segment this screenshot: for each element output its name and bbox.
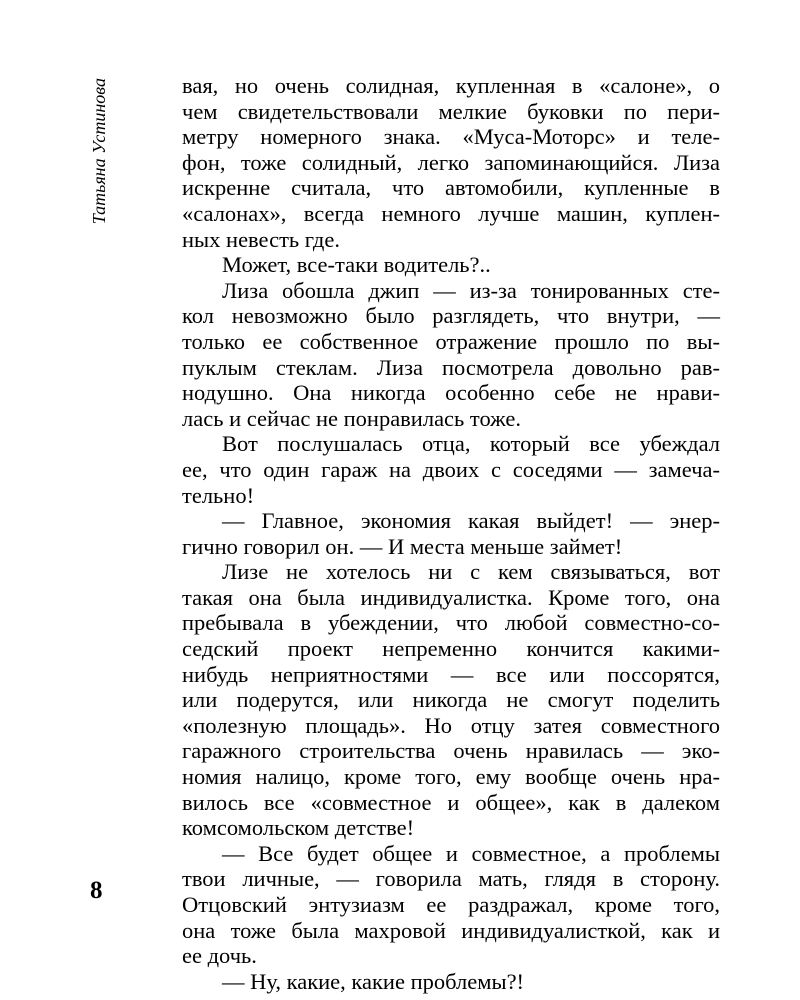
running-head-author: Татьяна Устинова [89, 78, 109, 225]
text-line: гично говорил он. — И места меньше займет! [182, 533, 623, 559]
text-line: ных невесть где. [182, 226, 340, 252]
text-line: — Главное, экономия какая выйдет! — энер- [222, 508, 720, 534]
text-line: ее дочь. [182, 943, 257, 969]
text-line: — Ну, какие, какие проблемы?! [222, 968, 525, 994]
text-line: комсомольском детстве! [182, 815, 415, 841]
text-line: искренне считала, что автомобили, купленные в [182, 175, 720, 201]
text-line: фон, тоже солидный, легко запоминающийся. Лиза [182, 149, 720, 175]
text-line: такая она была индивидуалистка. Кроме того, она [182, 584, 720, 610]
text-line: лась и сейчас не понравилась тоже. [182, 405, 522, 431]
text-line: Лизе не хотелось ни с кем связываться, вот [222, 559, 720, 585]
text-line: Лиза обошла джип — из-за тонированных сте- [222, 277, 720, 303]
text-line: она тоже была махровой индивидуалисткой, как и [182, 917, 720, 943]
text-line: вая, но очень солидная, купленная в «салоне», о [182, 73, 720, 98]
text-line: метру номерного знака. «Муса-Моторс» и теле- [182, 124, 720, 150]
text-line: только ее собственное отражение прошло по вы- [182, 328, 720, 354]
text-line: вилось все «совместное и общее», как в далеком [182, 789, 720, 815]
text-line: пребывала в убеждении, что любой совместно-со- [182, 610, 720, 636]
text-line: «полезную площадь». Но отцу затея совместного [182, 712, 720, 738]
text-line: Может, все-таки водитель?.. [222, 252, 491, 278]
text-line: Отцовский энтузиазм ее раздражал, кроме того, [182, 892, 720, 917]
text-line: «салонах», всегда немного лучше машин, куплен- [182, 200, 720, 226]
text-line: или подерутся, или никогда не смогут поделить [182, 687, 720, 713]
text-line: номия налицо, кроме того, ему вообще очень нра- [182, 764, 720, 790]
text-line: тельно! [182, 482, 255, 508]
page-number: 8 [90, 877, 103, 904]
body-text [182, 73, 720, 994]
text-line: твои личные, — говорила мать, глядя в сторону. [182, 866, 720, 892]
text-line: пуклым стеклам. Лиза посмотрела довольно рав- [182, 354, 720, 380]
text-line: гаражного строительства очень нравилась — эко- [182, 738, 720, 764]
text-line: седский проект непременно кончится какими- [182, 636, 720, 662]
text-line: кол невозможно было разглядеть, что внутри, — [182, 303, 720, 329]
text-line: Вот послушалась отца, который все убеждал [222, 431, 720, 457]
text-line: нибудь неприятностями — все или поссорятся, [182, 661, 720, 687]
text-line: ее, что один гараж на двоих с соседями — замеча- [182, 456, 720, 482]
text-line: — Все будет общее и совместное, а проблемы [222, 840, 720, 866]
text-line: чем свидетельствовали мелкие буковки по пери- [182, 98, 720, 124]
text-line: нодушно. Она никогда особенно себе не нрави- [182, 380, 720, 406]
